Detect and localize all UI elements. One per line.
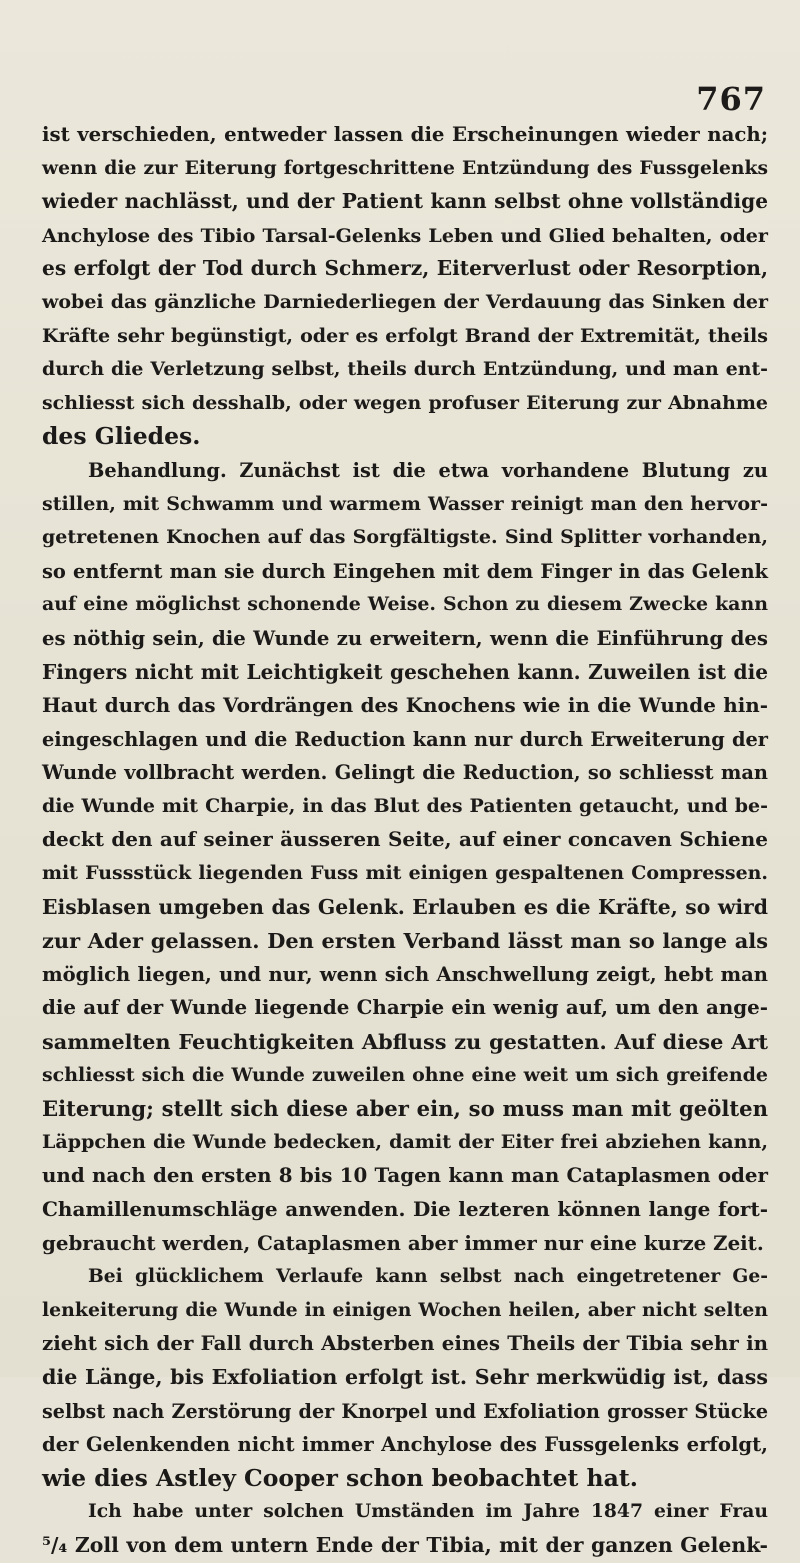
text-line: Haut durch das Vordrängen des Knochens wie in die Wunde hin- (42, 693, 768, 718)
text-line: schliesst sich desshalb, oder wegen profuser Eiterung zur Abnahme (42, 391, 768, 414)
text-line: es nöthig sein, die Wunde zu erweitern, wenn die Einführung des (42, 625, 768, 650)
text-line: Behandlung. Zunächst ist die etwa vorhandene Blutung zu (88, 458, 768, 482)
body-text (42, 118, 768, 1563)
text-line: zur Ader gelassen. Den ersten Verband lässt man so lange als (42, 928, 768, 954)
text-line: und nach den ersten 8 bis 10 Tagen kann man Cataplasmen oder (42, 1163, 768, 1188)
text-line: die auf der Wunde liegende Charpie ein wenig auf, um den ange- (42, 995, 768, 1020)
text-line: auf eine möglichst schonende Weise. Schon zu diesem Zwecke kann (42, 593, 768, 616)
text-line: wie dies Astley Cooper schon beobachtet hat. (42, 1463, 638, 1492)
text-line: eingeschlagen und die Reduction kann nur durch Erweiterung der (42, 727, 768, 751)
text-line: möglich liegen, und nur, wenn sich Anschwellung zeigt, hebt man (42, 962, 768, 986)
text-line: selbst nach Zerstörung der Knorpel und Exfoliation grosser Stücke (42, 1399, 768, 1423)
text-line: durch die Verletzung selbst, theils durch Entzündung, und man ent- (42, 358, 768, 381)
text-line: Kräfte sehr begünstigt, oder es erfolgt Brand der Extremität, theils (42, 324, 768, 347)
text-line: Wunde vollbracht werden. Gelingt die Reduction, so schliesst man (42, 761, 768, 785)
text-line: des Gliedes. (42, 422, 201, 451)
text-line: Ich habe unter solchen Umständen im Jahre 1847 einer Frau (88, 1500, 768, 1523)
text-line: mit Fussstück liegenden Fuss mit einigen gespaltenen Compressen. (42, 862, 768, 885)
text-line: deckt den auf seiner äusseren Seite, auf einer concaven Schiene (42, 827, 768, 852)
text-line: sammelten Feuchtigkeiten Abfluss zu gestatten. Auf diese Art (42, 1029, 768, 1055)
text-line: gebraucht werden, Cataplasmen aber immer nur eine kurze Zeit. (42, 1230, 764, 1255)
page-number: 767 (696, 80, 766, 118)
text-line: ist verschieden, entweder lassen die Erscheinungen wieder nach; (42, 122, 768, 146)
text-line: getretenen Knochen auf das Sorgfältigste. Sind Splitter vorhanden, (42, 526, 768, 549)
text-line: die Wunde mit Charpie, in das Blut des Patienten getaucht, und be- (42, 794, 768, 817)
text-line: ⁵/₄ Zoll von dem untern Ende der Tibia, mit der ganzen Gelenk- (42, 1532, 768, 1557)
text-line: Anchylose des Tibio Tarsal-Gelenks Leben und Glied behalten, oder (42, 223, 768, 247)
text-line: Bei glücklichem Verlaufe kann selbst nach eingetretener Ge- (88, 1265, 768, 1288)
text-line: wieder nachlässt, und der Patient kann selbst ohne vollständige (42, 189, 768, 214)
text-line: Läppchen die Wunde bedecken, damit der Eiter frei abziehen kann, (42, 1130, 768, 1153)
text-line: Chamillenumschläge anwenden. Die lezteren können lange fort- (42, 1197, 768, 1221)
text-line: Eisblasen umgeben das Gelenk. Erlauben es die Kräfte, so wird (42, 894, 768, 919)
text-line: schliesst sich die Wunde zuweilen ohne eine weit um sich greifende (42, 1063, 768, 1086)
text-line: wobei das gänzliche Darniederliegen der Verdauung das Sinken der (42, 290, 768, 313)
text-line: der Gelenkenden nicht immer Anchylose des Fussgelenks erfolgt, (42, 1433, 768, 1457)
text-line: stillen, mit Schwamm und warmem Wasser reinigt man den hervor- (42, 492, 768, 515)
text-line: es erfolgt der Tod durch Schmerz, Eiterverlust oder Resorption, (42, 256, 768, 281)
text-line: Eiterung; stellt sich diese aber ein, so muss man mit geölten (42, 1096, 768, 1122)
text-line: die Länge, bis Exfoliation erfolgt ist. Sehr merkwüdig ist, dass (42, 1364, 768, 1389)
text-line: zieht sich der Fall durch Absterben eines Theils der Tibia sehr in (42, 1331, 768, 1356)
text-line: lenkeiterung die Wunde in einigen Wochen heilen, aber nicht selten (42, 1298, 768, 1321)
text-line: Fingers nicht mit Leichtigkeit geschehen kann. Zuweilen ist die (42, 659, 768, 684)
text-line: wenn die zur Eiterung fortgeschrittene Entzündung des Fussgelenks (42, 156, 768, 179)
text-line: so entfernt man sie durch Eingehen mit dem Finger in das Gelenk (42, 559, 768, 583)
